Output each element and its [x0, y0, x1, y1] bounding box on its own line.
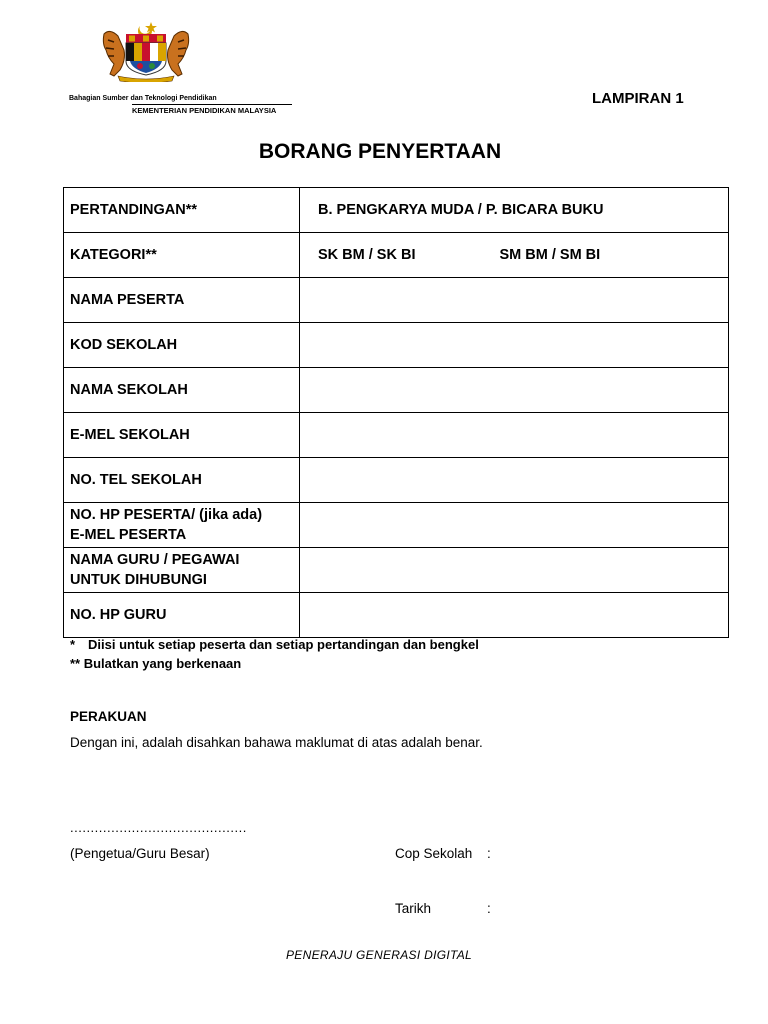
division-name: Bahagian Sumber dan Teknologi Pendidikan [69, 95, 217, 102]
table-row [64, 323, 729, 368]
row-label: NO. HP GURU [64, 593, 300, 638]
date-colon: : [487, 901, 491, 916]
row-label-multiline [64, 548, 300, 593]
row-label: NAMA PESERTA [64, 278, 300, 323]
table-row [64, 368, 729, 413]
school-phone-field[interactable] [300, 458, 729, 503]
teacher-name-field[interactable] [300, 548, 729, 593]
table-row [64, 593, 729, 638]
participant-contact-field[interactable] [300, 503, 729, 548]
school-name-field[interactable] [300, 368, 729, 413]
row-label: PERTANDINGAN** [64, 188, 300, 233]
appendix-label: LAMPIRAN 1 [592, 90, 684, 107]
declaration-text: Dengan ini, adalah disahkan bahawa maklumat di atas adalah benar. [70, 735, 483, 750]
row-label: NAMA SEKOLAH [64, 368, 300, 413]
participant-name-field[interactable] [300, 278, 729, 323]
table-row [64, 278, 729, 323]
signature-line: ........................................... [70, 820, 247, 835]
table-row [64, 458, 729, 503]
table-row [64, 548, 729, 593]
row-label: KOD SEKOLAH [64, 323, 300, 368]
malaysia-coat-of-arms-icon [96, 20, 196, 82]
row-label-line1: NO. HP PESERTA/ (jika ada) [70, 507, 263, 523]
row-label-line1: NAMA GURU / PEGAWAI [70, 552, 240, 568]
footnote-double-star: ** Bulatkan yang berkenaan [70, 656, 242, 671]
teacher-phone-field[interactable] [300, 593, 729, 638]
school-code-field[interactable] [300, 323, 729, 368]
category-primary: SK BM / SK BI [318, 247, 416, 263]
table-row [64, 503, 729, 548]
ministry-name: KEMENTERIAN PENDIDIKAN MALAYSIA [132, 104, 292, 115]
page-title: BORANG PENYERTAAN [258, 140, 502, 163]
footer-slogan: PENERAJU GENERASI DIGITAL [286, 948, 472, 962]
signer-title: (Pengetua/Guru Besar) [70, 846, 210, 861]
category-options [300, 233, 729, 278]
row-label-line2: UNTUK DIHUBUNGI [70, 572, 207, 588]
entry-form-table [63, 187, 729, 638]
table-row [64, 233, 729, 278]
row-label-line2: E-MEL PESERTA [70, 527, 187, 543]
footnote-single-star [70, 637, 479, 652]
stamp-colon: : [487, 846, 491, 861]
date-label: Tarikh [395, 901, 432, 916]
row-label: KATEGORI** [64, 233, 300, 278]
footnote-marker: * [70, 637, 76, 652]
row-label: E-MEL SEKOLAH [64, 413, 300, 458]
row-label-multiline [64, 503, 300, 548]
ministry-logo [66, 20, 277, 115]
competition-options: B. PENGKARYA MUDA / P. BICARA BUKU [300, 188, 729, 233]
row-label: NO. TEL SEKOLAH [64, 458, 300, 503]
footnote-text: Diisi untuk setiap peserta dan setiap pertandingan dan bengkel [88, 637, 479, 652]
table-row [64, 413, 729, 458]
school-email-field[interactable] [300, 413, 729, 458]
table-row [64, 188, 729, 233]
declaration-heading: PERAKUAN [70, 709, 147, 724]
stamp-label: Cop Sekolah [395, 846, 473, 861]
category-secondary: SM BM / SM BI [499, 247, 601, 263]
